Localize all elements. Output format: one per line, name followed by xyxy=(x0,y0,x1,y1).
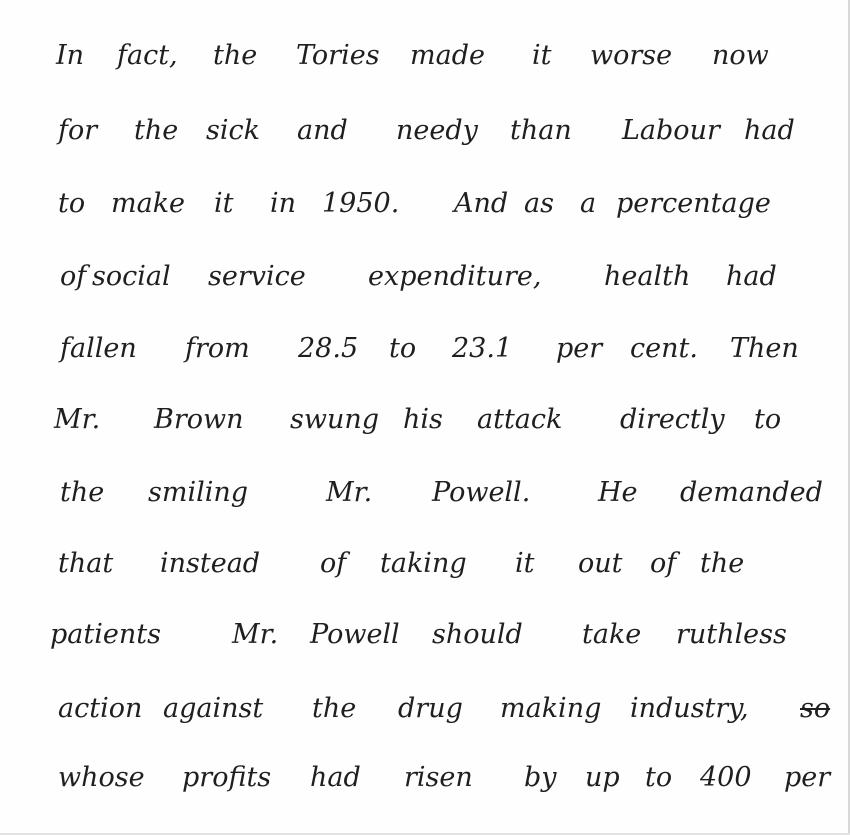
word: In xyxy=(56,40,85,71)
word: percentage xyxy=(616,188,771,219)
word: health xyxy=(604,261,691,292)
word: as xyxy=(524,188,554,219)
word: 28.5 xyxy=(298,333,359,364)
word: that xyxy=(58,548,114,579)
word: had xyxy=(310,762,361,793)
word: and xyxy=(297,115,348,146)
word: it xyxy=(532,40,552,71)
word: taking xyxy=(380,548,467,579)
word: up xyxy=(585,762,620,793)
word: directly xyxy=(620,404,725,435)
word: to xyxy=(389,333,417,364)
word: cent. xyxy=(630,333,698,364)
word: of xyxy=(320,548,347,579)
word: out xyxy=(578,548,623,579)
word: to xyxy=(645,762,673,793)
word: He xyxy=(598,477,638,508)
word: against xyxy=(163,693,264,724)
word: social xyxy=(92,261,171,292)
word: to xyxy=(754,404,782,435)
word: should xyxy=(432,619,523,650)
word: instead xyxy=(160,548,261,579)
word: 400 xyxy=(700,762,752,793)
word: Then xyxy=(730,333,799,364)
word: than xyxy=(510,115,572,146)
word: it xyxy=(214,188,234,219)
word: the xyxy=(60,477,105,508)
word: to xyxy=(58,188,86,219)
word: by xyxy=(524,762,557,793)
word: needy xyxy=(396,115,478,146)
word: patients xyxy=(50,619,161,650)
word: industry, xyxy=(630,693,749,724)
word: in xyxy=(270,188,297,219)
word: expenditure, xyxy=(368,261,542,292)
word: sick xyxy=(206,115,260,146)
word: ruthless xyxy=(676,619,787,650)
word: Mr. xyxy=(54,404,101,435)
word: attack xyxy=(477,404,563,435)
word: Brown xyxy=(154,404,244,435)
word: Mr. xyxy=(326,477,373,508)
word: per xyxy=(556,333,603,364)
word: action xyxy=(58,693,143,724)
word: Powell xyxy=(310,619,400,650)
word: drug xyxy=(398,693,463,724)
word: a xyxy=(580,188,597,219)
word: of xyxy=(650,548,677,579)
word: risen xyxy=(404,762,473,793)
struck-word: so xyxy=(800,693,831,724)
word: 1950. xyxy=(322,188,400,219)
word: now xyxy=(712,40,769,71)
word: making xyxy=(500,693,602,724)
word: take xyxy=(582,619,642,650)
word: swung xyxy=(290,404,380,435)
word: worse xyxy=(590,40,673,71)
word: make xyxy=(111,188,186,219)
word: whose xyxy=(58,762,145,793)
word: Powell. xyxy=(432,477,531,508)
word: Tories xyxy=(296,40,380,71)
word: per xyxy=(784,762,831,793)
word: service xyxy=(208,261,306,292)
word: profits xyxy=(182,762,272,793)
word: fallen xyxy=(60,333,137,364)
word: fact, xyxy=(117,40,178,71)
word: his xyxy=(403,404,443,435)
word: the xyxy=(134,115,179,146)
word: of xyxy=(60,261,87,292)
word: demanded xyxy=(680,477,823,508)
word: for xyxy=(58,115,98,146)
word: the xyxy=(700,548,745,579)
word: had xyxy=(726,261,777,292)
word: the xyxy=(213,40,258,71)
word: Mr. xyxy=(232,619,279,650)
word: made xyxy=(410,40,485,71)
word: smiling xyxy=(148,477,249,508)
word: had xyxy=(744,115,795,146)
word: from xyxy=(185,333,250,364)
word: 23.1 xyxy=(452,333,513,364)
word: it xyxy=(515,548,535,579)
word: the xyxy=(312,693,357,724)
word: Labour xyxy=(622,115,720,146)
word: And xyxy=(454,188,509,219)
